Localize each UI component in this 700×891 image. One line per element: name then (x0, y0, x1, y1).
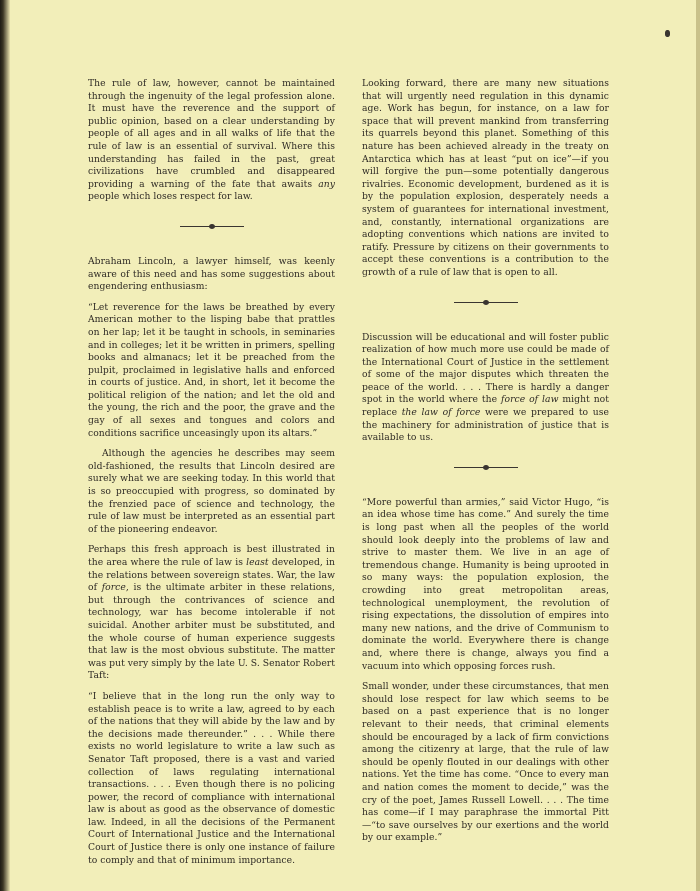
paragraph-taft-quote: “I believe that in the long run the only way to establish peace is to write a law, agreed to by each of the nations that they will abide by the law and by the decisions made thereunder.” . . . While there exists no world legislature to write a law such as Senator Taft proposed, there is a vast and varied collection of laws regulating international transactions. . . . Even though there is no policing power, the record of compliance with international law is about as good as the observance of domestic law. Indeed, in all the decisions of the Permanent Court of International Justice and the International Court of Justice there is only one instance of failure to comply and that of minimum importance. (88, 690, 335, 866)
paragraph-lincoln-quote: “Let reverence for the laws be breathed by every American mother to the lisping babe that prattles on her lap; let it be taught in schools, in seminaries and in colleges; let it be written in primers, spelling books and almanacs; let it be preached from the pulpit, proclaimed in legislative halls and enforced in courts of justice. And, in short, let it become the political religion of the nation; and let the old and the young, the rich and the poor, the grave and the gay of all sexes and tongues and colors and conditions sacrifice unceasingly upon its altars.” (88, 301, 335, 439)
section-divider (362, 461, 609, 475)
paragraph-discussion: Discussion will be educational and will foster public realization of how much more use could be made of the International Court of Justice in the settlement of some of the major disputes which threaten the peace of the world. . . . There is hardly a danger spot in the world where the force of law might not replace the law of force were we prepared to use the machinery for administration of justice that is available to us. (362, 331, 609, 444)
section-divider (88, 220, 335, 234)
section-divider (362, 296, 609, 310)
page-scan-edge-right (696, 0, 700, 891)
right-column (362, 78, 609, 853)
paragraph-looking-forward: Looking forward, there are many new situations that will urgently need regulation in this dynamic age. Work has begun, for instance, on a law for space that will prevent mankind from transferring its quarrels beyond this planet. Something of this nature has been achieved already in the treaty on Antarctica which has at least “put on ice”—if you will forgive the pun—some potentially dangerous rivalries. Economic development, burdened as it is by the population explosion, desperately needs a system of guarantees for international investment, and, constantly, international organizations are adopting conventions which nations are invited to ratify. Pressure by citizens on their governments to accept these conventions is a contribution to the growth of a rule of law that is open to all. (362, 78, 609, 278)
paragraph-small-wonder: Small wonder, under these circumstances, that men should lose respect for law which seems to be based on a past experience that is no longer relevant to their needs, that criminal elements should be encouraged by a lack of firm convictions among the citizenry at large, that the rule of law should be openly flouted in our dealings with other nations. Yet the time has come. “Once to every man and nation comes the moment to decide,” was the cry of the poet, James Russell Lowell. . . . The time has come—if I may paraphrase the immortal Pitt—“to save ourselves by our exertions and the world by our example.” (362, 681, 609, 844)
left-column (88, 78, 335, 875)
paragraph-victor-hugo: “More powerful than armies,” said Victor Hugo, “is an idea whose time has come.” And surely the time is long past when all the peoples of the world should look deeply into the problems of law and strive to master them. We live in an age of tremendous change. Humanity is being uprooted in so many ways: the population explosion, the crowding into great metropolitan areas, technological unemployment, the revolution of rising expectations, the dissolution of empires into many new nations, and the drive of Communism to dominate the world. Everywhere there is change and, where there is change, always you find a vacuum into which opposing forces rush. (362, 496, 609, 672)
paragraph-agencies: Although the agencies he describes may seem old-fashioned, the results that Lincoln desired are surely what we are seeking today. In this world that is so preoccupied with progress, so dominated by the frenzied pace of science and technology, the rule of law must be interpreted as an essential part of the pioneering endeavor. (88, 448, 335, 535)
paragraph-rule-of-law: The rule of law, however, cannot be maintained through the ingenuity of the legal profession alone. It must have the reverence and the support of public opinion, based on a clear understanding by people of all ages and in all walks of life that the rule of law is an essential of survival. Where this understanding has failed in the past, great civilizations have crumbled and disappeared providing a warning of the fate that awaits any people which loses respect for law. (88, 78, 335, 203)
paragraph-sovereign-states: Perhaps this fresh approach is best illustrated in the area where the rule of law is least developed, in the relations between sovereign states. War, the law of force, is the ultimate arbiter in these relations, but through the contrivances of science and technology, war has become intolerable if not suicidal. Another arbiter must be substituted, and the whole course of human experience suggests that law is the most obvious substitute. The matter was put very simply by the late U. S. Senator Robert Taft: (88, 544, 335, 682)
ink-speck-mark (665, 30, 670, 37)
paragraph-lincoln-intro: Abraham Lincoln, a lawyer himself, was keenly aware of this need and has some suggestions about engendering enthusiasm: (88, 255, 335, 293)
page-scan-edge (0, 0, 10, 891)
